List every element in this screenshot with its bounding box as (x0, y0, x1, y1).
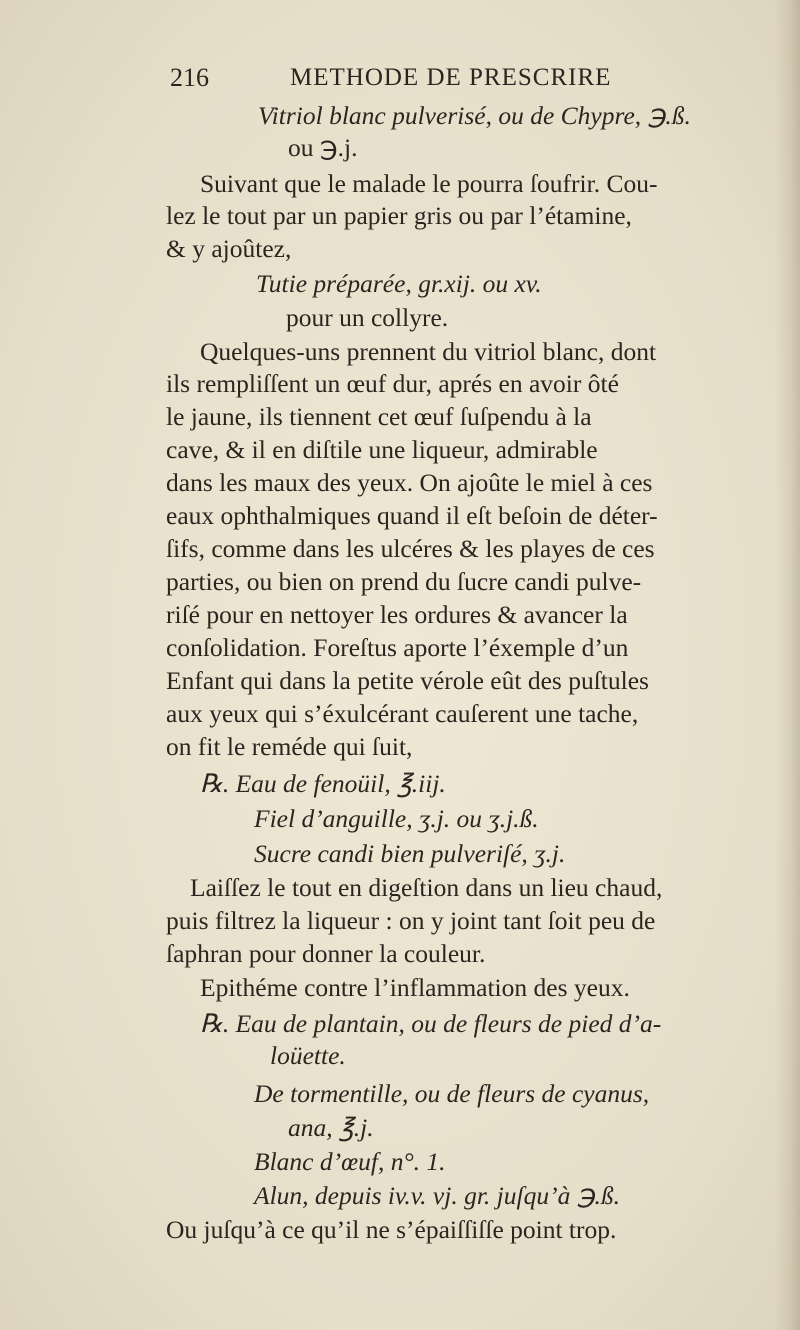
text-line: Suivant que le malade le pourra ſoufrir. Cou- (200, 169, 658, 198)
text-line: ſifs, comme dans les ulcéres & les playes de ces (166, 534, 655, 563)
text-line: le jaune, ils tiennent cet œuf ſuſpendu à la (166, 402, 592, 431)
text-line: Laiſſez le tout en digeſtion dans un lieu chaud, (190, 873, 663, 902)
running-title: METHODE DE PRESCRIRE (290, 64, 612, 91)
page-number: 216 (170, 63, 209, 92)
text-line: pour un collyre. (286, 303, 449, 332)
text-line: Tutie préparée, gr.xij. ou xv. (256, 269, 542, 298)
text-line: & y ajoûtez, (166, 234, 292, 263)
text-line: on fit le reméde qui ſuit, (166, 732, 413, 761)
text-line: Enfant qui dans la petite vérole eût des puſtules (166, 666, 649, 695)
text-line: Alun, depuis iv.v. vj. gr. juſqu’à ℈.ß. (254, 1181, 621, 1210)
text-line: aux yeux qui s’éxulcérant cauſerent une tache, (166, 699, 639, 728)
text-line: Epithéme contre l’inflammation des yeux. (200, 973, 630, 1002)
text-line: Blanc d’œuf, n°. 1. (254, 1147, 446, 1176)
text-line: eaux ophthalmiques quand il eſt beſoin de déter- (166, 501, 658, 530)
text-line: Ou juſqu’à ce qu’il ne s’épaiſſiſſe point trop. (166, 1215, 617, 1244)
text-line: Sucre candi bien pulveriſé, ʒ.j. (254, 839, 566, 868)
text-line: conſolidation. Foreſtus aporte l’éxemple d’un (166, 633, 629, 662)
text-line: ſaphran pour donner la couleur. (166, 939, 486, 968)
text-line: riſé pour en nettoyer les ordures & avancer la (166, 600, 628, 629)
page-gutter-shadow (774, 0, 800, 1330)
text-line: ℞. Eau de fenoüil, ℥.iij. (200, 769, 446, 798)
text-line: dans les maux des yeux. On ajoûte le miel à ces (166, 468, 653, 497)
text-line: ℞. Eau de plantain, ou de fleurs de pied d’a- (200, 1009, 662, 1038)
text-line: cave, & il en diſtile une liqueur, admirable (166, 435, 598, 464)
text-line: lez le tout par un papier gris ou par l’étamine, (166, 201, 632, 230)
text-line: puis filtrez la liqueur : on y joint tant ſoit peu de (166, 906, 656, 935)
text-line: parties, ou bien on prend du ſucre candi pulve- (166, 567, 642, 596)
text-line: ils rempliſſent un œuf dur, aprés en avoir ôté (166, 369, 619, 398)
text-line: De tormentille, ou de fleurs de cyanus, (254, 1079, 650, 1108)
text-line: ana, ℥.j. (288, 1113, 374, 1142)
text-line: loüette. (270, 1041, 346, 1070)
text-line: Fiel d’anguille, ʒ.j. ou ʒ.j.ß. (254, 804, 539, 833)
text-line: ou ℈.j. (288, 133, 358, 162)
text-line: Vitriol blanc pulverisé, ou de Chypre, ℈.ß. (258, 101, 691, 130)
text-line: Quelques-uns prennent du vitriol blanc, dont (200, 337, 657, 366)
